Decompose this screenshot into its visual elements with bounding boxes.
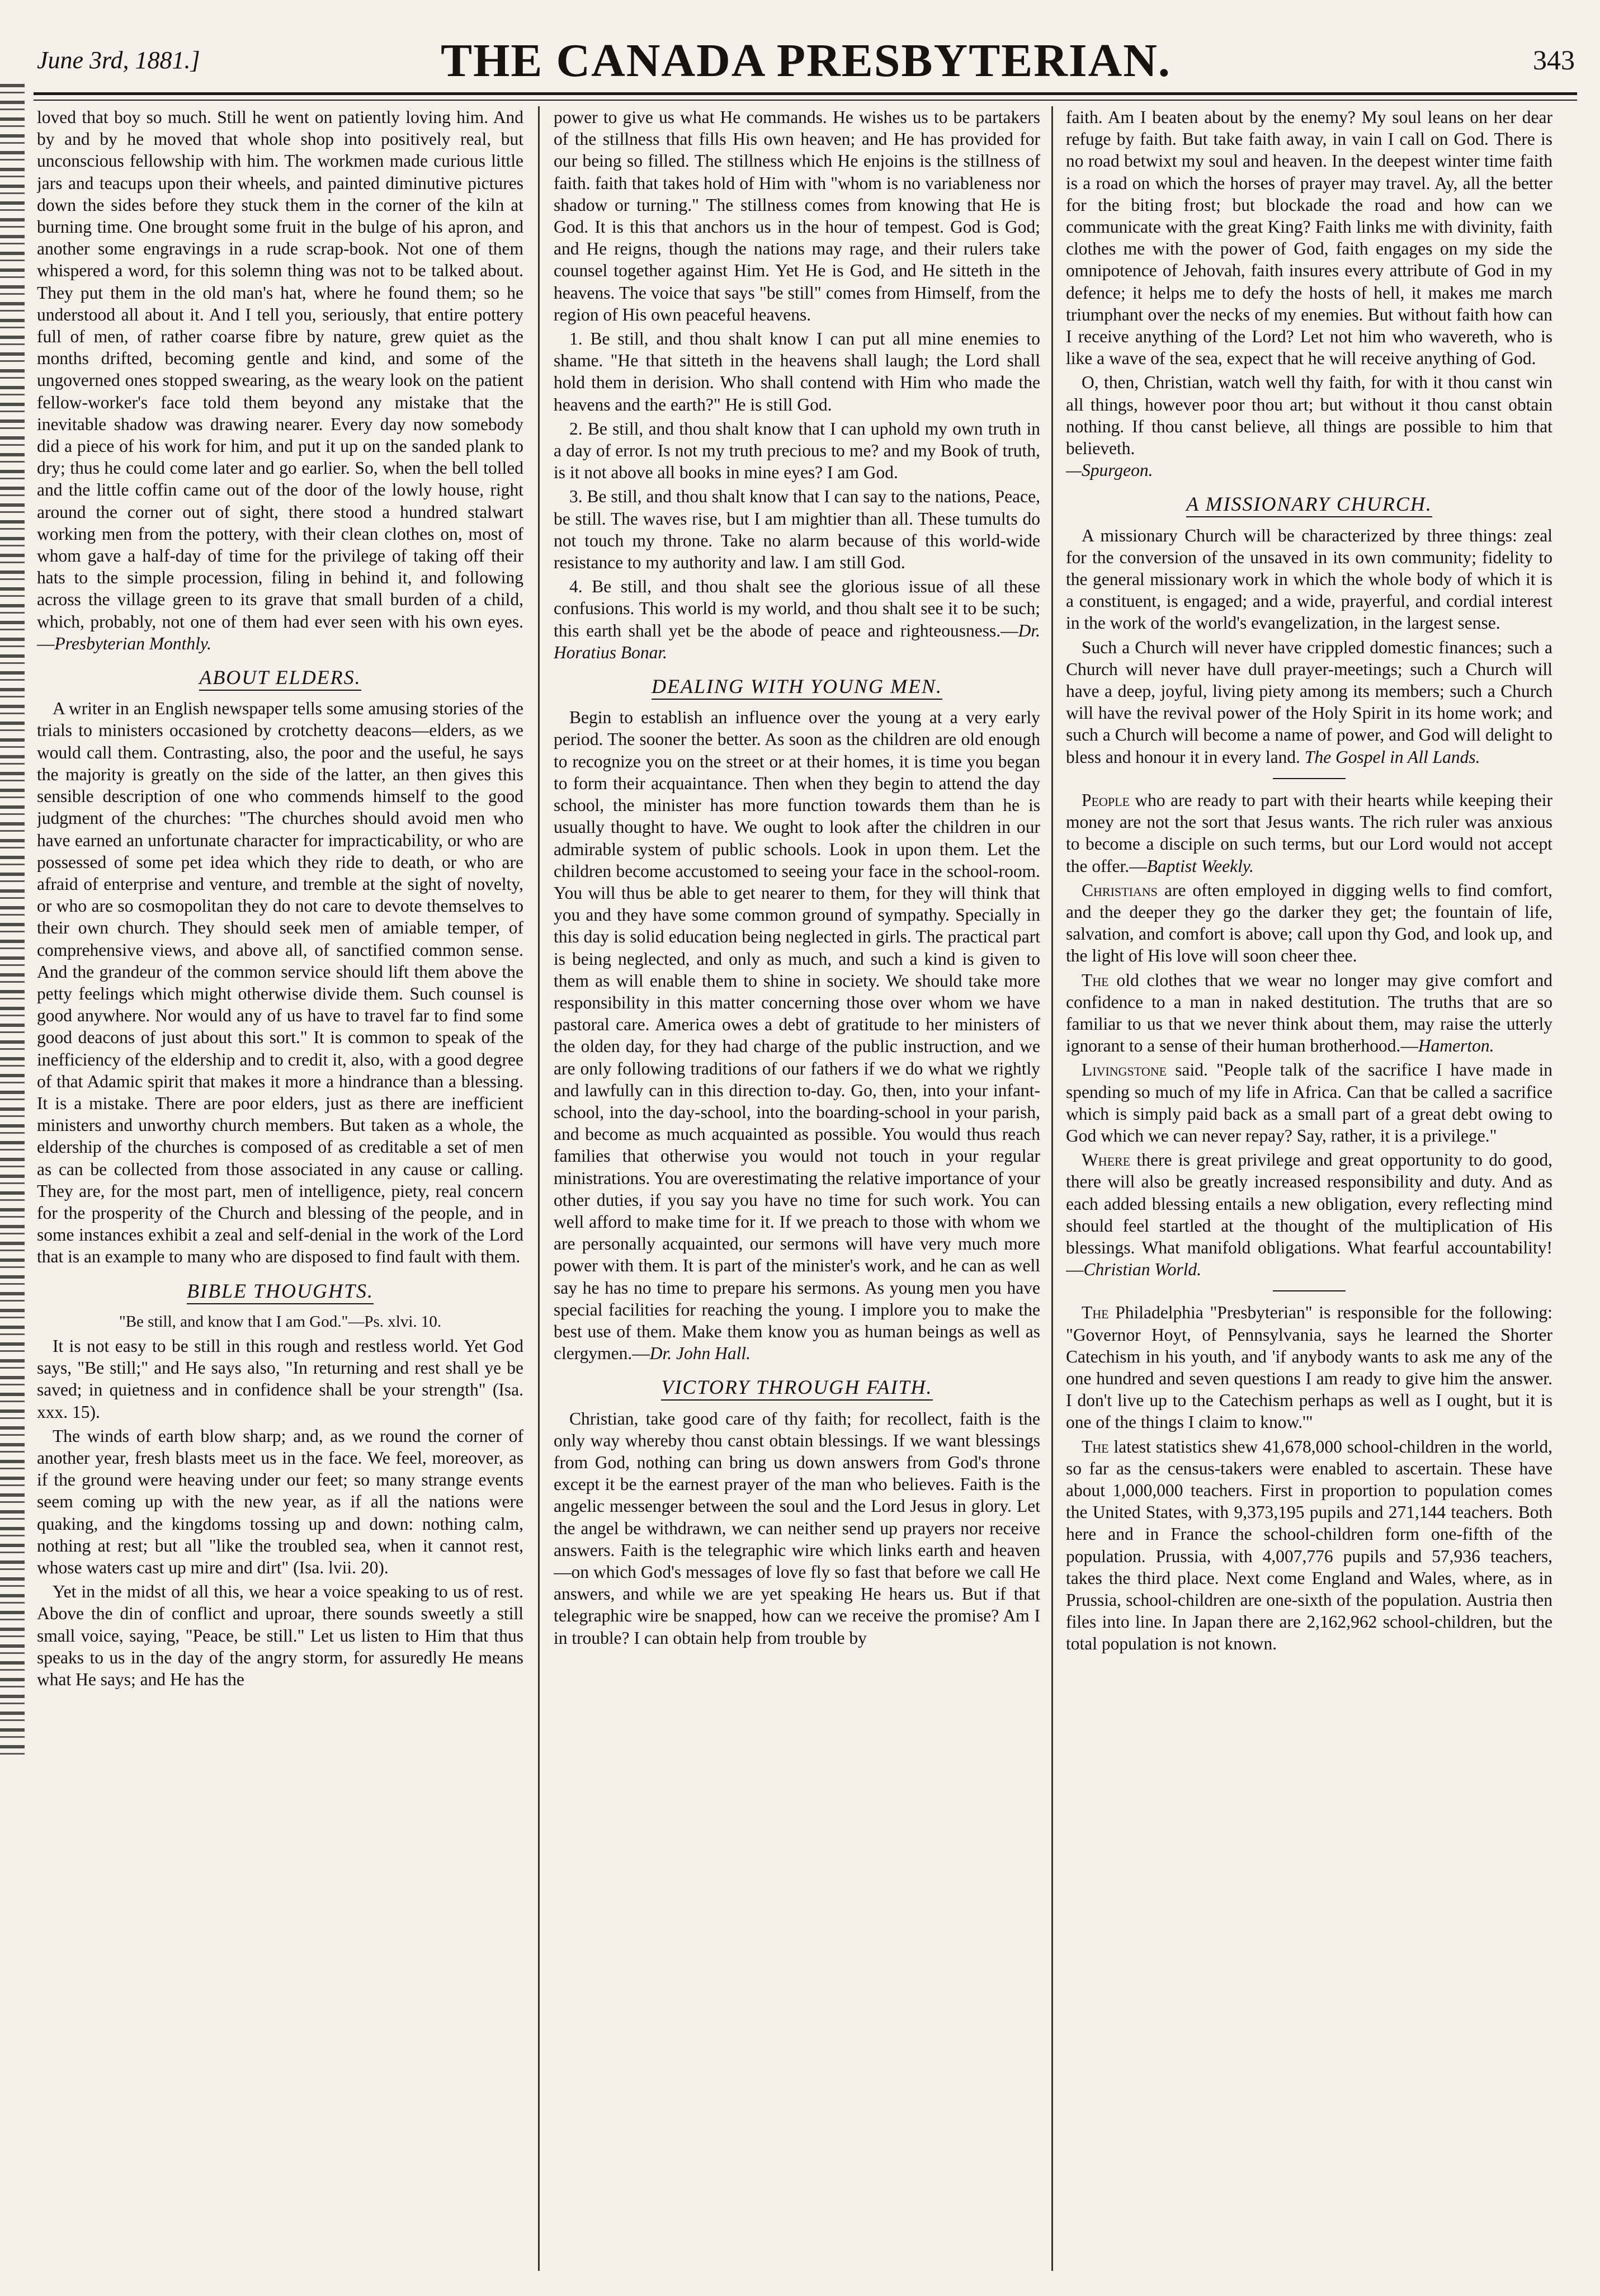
article-paragraph: 1. Be still, and thou shalt know I can put all mine enemies to shame. "He that sitteth in the heavens shall laugh; the Lord shall hold them in derision. Who shall contend with Him who made the heavens and the earth?" He is still God. <box>554 329 1040 414</box>
page-header <box>37 34 1575 101</box>
article-credit: Hamerton. <box>1418 1036 1494 1056</box>
article-paragraph: Yet in the midst of all this, we hear a voice speaking to us of rest. Above the din of conflict and uproar, there sounds sweetly a still small voice, saying, "Peace, be still." Let us listen to Him that thus speaks to us in the day of the angry storm, for assuredly He means what He says; and He has the <box>37 1582 523 1690</box>
column-divider <box>1051 106 1053 2271</box>
separator-rule <box>1273 1290 1346 1291</box>
article-paragraph: power to give us what He commands. He wishes us to be partakers of the stillness that fills His own heaven; and He has provided for our being so filled. The stillness which He enjoins is the stillness of faith. faith that takes hold of Him with "whom is no variableness nor shadow or turning." The stillness comes from knowing that He is God. It is this that anchors us in the hour of tempest. God is God; and He reigns, though the nations may rage, and their rulers take counsel together against Him. Yet He is God, and He sitteth in the heavens. The voice that says "be still" comes from Himself, from the region of His own peaceful heavens. <box>554 107 1040 324</box>
article-paragraph: Such a Church will never have crippled domestic finances; such a Church will never have dull prayer-meetings; such a Church will have a deep, joyful, living piety among its members; such a Church will have the revival power of the Holy Spirit in its home work; and such a Church will become a name of power, and God will delight to bless and honour it in every land. The Gospel in All Lands. <box>1066 637 1552 767</box>
article-paragraph: A missionary Church will be characterized by three things: zeal for the conversion of the unsaved in its own community; fidelity to the general missionary work in which the whole body of which it is a constituent, is engaged; and a wide, prayerful, and cordial interest in the work of the world's evangelization, in the largest sense. <box>1066 525 1552 633</box>
article-paragraph: The old clothes that we wear no longer may give comfort and confidence to a man in naked destitution. The truths that are so familiar to us that we never think about them, may raise the utterly ignorant to a sense of their human brotherhood.—Hamerton. <box>1066 970 1552 1056</box>
article-paragraph: O, then, Christian, watch well thy faith, for with it thou canst win all things, however poor thou art; but without it thou canst obtain nothing. If thou canst believe, all things are possible to him that believeth. —Spurgeon. <box>1066 373 1552 480</box>
header-rule <box>34 92 1577 101</box>
article-paragraph: A writer in an English newspaper tells some amusing stories of the trials to ministers occasioned by crotchetty deacons—elders, as we would call them. Contrasting, also, the poor and the useful, he says the majority is greatly on the side of the latter, an then gives this sensible description of one who commends himself to the good judgment of the churches: "The churches should avoid men who have earned an unfortunate character for impracticability, or who are possessed of some pet idea which they ride to death, or who are afraid of enterprise and venture, and tremble at the sight of novelty, or who are so cosmopolitan they do not care to devote themselves to their own church. They should seek men of amiable temper, of comprehensive views, and above all, of sanctified common sense. And the grandeur of the common service should lift them above the petty feelings which might otherwise divide them. Such counsel is good anywhere. Nor would any of us have to travel far to find some good deacons of just about this sort." It is common to speak of the inefficiency of the eldership and to credit it, also, with a good degree of that Adamic spirit that makes it more a hindrance than a blessing. It is a mistake. There are poor elders, just as there are inefficient ministers and unworthy church members. But taken as a whole, the eldership of the churches is composed of as creditable a set of men as can be collected from those associated in any cause or calling. They are, for the most part, men of intelligence, piety, real concern for the prosperity of the Church and blessing of the people, and in some instances exhibit a zeal and self-denial in the work of the Lord that is an example to many who are disposed to find fault with them. <box>37 699 523 1267</box>
article-paragraph: Livingstone said. "People talk of the sacrifice I have made in spending so much of my life in Africa. Can that be called a sacrifice which is simply paid back as a small part of a great debt owing to God which we can never repay? Say, rather, it is a privilege." <box>1066 1060 1552 1145</box>
article-credit: The Gospel in All Lands. <box>1304 747 1480 767</box>
lead-word: Christians <box>1082 880 1158 900</box>
lead-word: Livingstone <box>1082 1060 1167 1080</box>
column-divider <box>538 106 540 2271</box>
article-paragraph: Christian, take good care of thy faith; for recollect, faith is the only way whereby thou canst obtain blessings. If we want blessings from God, nothing can bring us down answers from God's throne except it be the earnest prayer of the man who believes. Faith is the angelic messenger between the soul and the Lord Jesus in glory. Let the angel be withdrawn, we can neither send up prayers nor receive answers. Faith is the telegraphic wire which links earth and heaven—on which God's messages of love fly so fast that before we call He answers, and while we are yet speaking He hears us. But if that telegraphic wire be snapped, how can we receive the promise? Am I in trouble? I can obtain help from trouble by <box>554 1408 1040 1648</box>
section-heading: ABOUT ELDERS. <box>37 667 523 689</box>
section-heading: VICTORY THROUGH FAITH. <box>554 1376 1040 1398</box>
separator-rule <box>1273 778 1346 779</box>
article-credit: —Spurgeon. <box>1066 460 1153 480</box>
section-heading: DEALING WITH YOUNG MEN. <box>554 676 1040 697</box>
column-2 <box>554 106 1040 2276</box>
article-credit: Dr. John Hall. <box>649 1343 751 1364</box>
column-3 <box>1066 106 1552 2276</box>
article-credit: Presbyterian Monthly. <box>54 633 212 653</box>
lead-word: The <box>1082 970 1109 990</box>
epigraph: "Be still, and know that I am God."—Ps. xlvi. 10. <box>119 1312 442 1331</box>
article-paragraph: 2. Be still, and thou shalt know that I can uphold my own truth in a day of error. Is not my truth precious to me? and my Book of truth, is it not above all books in mine eyes? I am God. <box>554 418 1040 483</box>
issue-date: June 3rd, 1881.] <box>37 46 200 74</box>
page-number: 343 <box>1533 44 1575 76</box>
binding-edge <box>0 84 25 1762</box>
article-paragraph: Where there is great privilege and great opportunity to do good, there will also be greatly increased responsibility and duty. And as each added blessing entails a new obligation, every reflecting mind should feel startled at the thought of the multiplication of His blessings. What manifold obligations. What fearful accountability!—Christian World. <box>1066 1150 1552 1280</box>
section-heading: BIBLE THOUGHTS. <box>37 1280 523 1302</box>
lead-word: The <box>1082 1436 1109 1456</box>
article-paragraph: 3. Be still, and thou shalt know that I can say to the nations, Peace, be still. The waves rise, but I am mightier than all. These tumults do not touch my throne. Take no alarm because of this world-wide resistance to my authority and law. I am still God. <box>554 487 1040 573</box>
article-paragraph: People who are ready to part with their hearts while keeping their money are not the sort that Jesus wants. The rich ruler was anxious to become a disciple on such terms, but our Lord would not accept the offer.—Baptist Weekly. <box>1066 790 1552 876</box>
article-credit: Dr. Horatius Bonar. <box>554 620 1040 662</box>
article-paragraph: It is not easy to be still in this rough and restless world. Yet God says, "Be still;" and He says also, "In returning and rest shall ye be saved; in quietness and in confidence shall be your strength" (Isa. xxx. 15). <box>37 1336 523 1422</box>
article-paragraph: The latest statistics shew 41,678,000 school-children in the world, so far as the census-takers were enabled to ascertain. These have about 1,000,000 teachers. First in proportion to population comes the United States, with 9,373,195 pupils and 271,144 teachers. Both here and in France the school-children form one-fifth of the population. Prussia, with 4,007,776 pupils and 57,936 teachers, takes the third place. Next come England and Wales, where, as in Prussia, school-children are one-sixth of the population. Austria then files into line. In Japan there are 2,162,962 school-children, but the total population is not known. <box>1066 1436 1552 1654</box>
column-1 <box>37 106 523 2276</box>
lead-word: People <box>1082 790 1130 810</box>
article-credit: Baptist Weekly. <box>1146 856 1254 876</box>
lead-word: The <box>1082 1303 1109 1323</box>
article-paragraph: The winds of earth blow sharp; and, as we round the corner of another year, fresh blasts meet us in the face. We feel, moreover, as if the ground were heaving under our feet; so many strange events seem coming up with the new year, as if all the nations were quaking, and the kingdoms tossing up and down: nothing calm, nothing at rest; but all "like the troubled sea, when it cannot rest, whose waters cast up mire and dirt" (Isa. lvii. 20). <box>37 1426 523 1577</box>
masthead: THE CANADA PRESBYTERIAN. <box>441 35 1171 87</box>
article-paragraph: loved that boy so much. Still he went on patiently loving him. And by and by he moved that whole shop into positively real, but unconscious fellowship with him. The workmen made curious little jars and teacups upon their wheels, and painted diminutive pictures down the sides before they stuck them in the corner of the kiln at burning time. One brought some fruit in the bulge of his apron, and another some engravings in a rude scrap-book. Not one of them whispered a word, for this solemn thing was not to be talked about. They put them in the old man's hat, where he found them; so he understood all about it. And I tell you, seriously, that entire pottery full of men, of rather coarse fibre by nature, grew quiet as the months drifted, becoming gentle and kind, and some of the ungoverned ones stopped swearing, as the weary look on the patient fellow-worker's face told them beyond any mistake that the inevitable shadow was drawing nearer. Every day now somebody did a piece of his work for him, and put it up on the sanded plank to dry; thus he could come later and go earlier. So, when the bell tolled and the little coffin came out of the door of the lowly house, right around the corner out of sight, there stood a hundred stalwart working men from the pottery, with their clean clothes on, most of whom gave a half-day of time for the privilege of taking off their hats to the simple procession, filing in behind it, and following across the village green to its grave that small burden of a child, which, probably, not one of them had ever seen with his own eyes.—Presbyterian Monthly. <box>37 107 523 653</box>
article-credit: Christian World. <box>1083 1260 1202 1280</box>
article-paragraph: 4. Be still, and thou shalt see the glorious issue of all these confusions. This world is my world, and thou shalt see it to be such; this earth shall yet be the abode of peace and righteousness.—Dr. Horatius Bonar. <box>554 577 1040 662</box>
article-paragraph: Begin to establish an influence over the young at a very early period. The sooner the better. As soon as the children are old enough to recognize you on the street or at their homes, it is time you began to form their acquaintance. Then when they begin to attend the day school, the minister has more function towards them than he is usually thought to have. We ought to look after the children in our admirable system of public schools. Look in upon them. Let the children become accustomed to seeing your face in the school-room. You will thus be able to get nearer to them, for they will think that you and they have some common ground of sympathy. Specially in this day is solid education being neglected in girls. The practical part is being neglected, and only as much, and such a kind is given to them as will enable them to shine in society. We should take more responsibility in this matter concerning those over whom we have pastoral care. America owes a debt of gratitude to her ministers of the olden day, for they had charge of the public instruction, and we are only following traditions of our fathers if we do what we rightly and lawfully can in this direction to-day. Go, then, into your infant-school, into the day-school, into the boarding-school in your parish, and become as much acquainted as possible. You would thus reach families that otherwise you would not touch in your regular ministrations. You are overestimating the relative importance of your other duties, if you say you have no time for such work. You can well afford to make time for it. If we preach to those with whom we are personally acquainted, our sermons will have very much more power with them. It is part of the minister's work, and he can as well say he has no time to prepare his sermons. As young men you have special facilities for reaching the young. I implore you to make the best use of them. Make them know you as human beings as well as clergymen.—Dr. John Hall. <box>554 708 1040 1364</box>
article-paragraph: Christians are often employed in digging wells to find comfort, and the deeper they go the darker they get; the fountain of life, salvation, and comfort is above; call upon thy God, and look up, and the light of His love will soon cheer thee. <box>1066 880 1552 966</box>
article-paragraph: The Philadelphia "Presbyterian" is responsible for the following: "Governor Hoyt, of Pennsylvania, says he learned the Shorter Catechism in his youth, and 'if anybody wants to ask me any of the one hundred and seven questions I am ready to give him the answer. I don't live up to the Catechism perhaps as well as I ought, but it is one of the things I claim to know.'" <box>1066 1303 1552 1432</box>
article-paragraph: faith. Am I beaten about by the enemy? My soul leans on her dear refuge by faith. But take faith away, in vain I call on God. There is no road betwixt my soul and heaven. In the deepest winter time faith is a road on which the horses of prayer may travel. Ay, all the better for the biting frost; but blockade the road and how can we communicate with the great King? Faith links me with divinity, faith clothes me with the power of God, faith engages on my side the omnipotence of Jehovah, faith insures every attribute of God in my defence; it helps me to defy the hosts of hell, it makes me march triumphant over the necks of my enemies. But without faith how can I receive anything of the Lord? Let not him who wavereth, who is like a wave of the sea, expect that he will receive anything of God. <box>1066 107 1552 369</box>
lead-word: Where <box>1082 1150 1131 1170</box>
section-heading: A MISSIONARY CHURCH. <box>1066 493 1552 515</box>
